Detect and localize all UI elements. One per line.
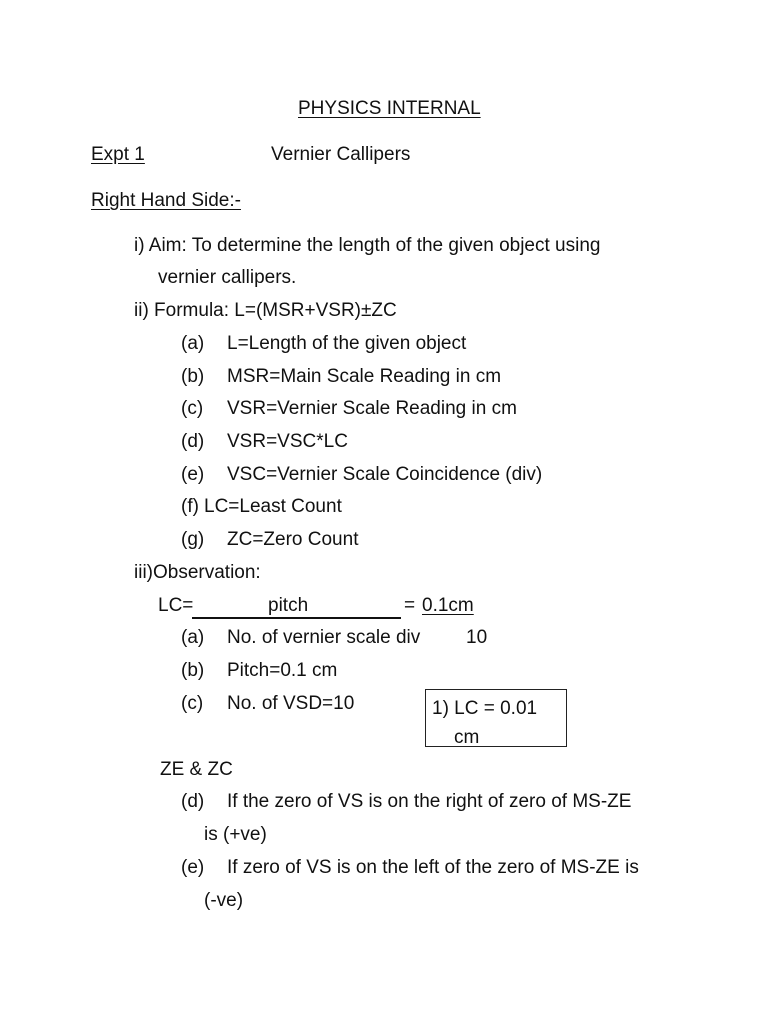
ze-item-line-2: is (+ve)	[204, 824, 267, 845]
ze-zc-heading: ZE & ZC	[160, 759, 233, 780]
expt-label: Expt 1	[91, 144, 145, 165]
expt-name: Vernier Callipers	[271, 144, 411, 165]
aim-line-1: i) Aim: To determine the length of the given object using	[134, 235, 601, 256]
formula-item: ZC=Zero Count	[227, 529, 359, 550]
ze-item-line-2: (-ve)	[204, 890, 244, 911]
formula-marker: (c)	[181, 398, 204, 419]
ze-item-line-1: If the zero of VS is on the right of zero of MS-ZE	[227, 791, 632, 812]
lc-fraction-underline	[192, 617, 401, 619]
observation-marker: (b)	[181, 660, 205, 681]
observation-marker: (c)	[181, 693, 204, 714]
formula-item: VSR=Vernier Scale Reading in cm	[227, 398, 517, 419]
formula-item: VSR=VSC*LC	[227, 431, 348, 452]
lc-value: 0.1cm	[422, 595, 474, 616]
observation-heading: iii)Observation:	[134, 562, 261, 583]
lc-prefix: LC=	[158, 595, 194, 616]
formula-marker: (d)	[181, 431, 205, 452]
lc-result-line-1: 1) LC = 0.01	[432, 698, 538, 719]
formula-item: L=Length of the given object	[227, 333, 467, 354]
formula-item: VSC=Vernier Scale Coincidence (div)	[227, 464, 543, 485]
ze-item-line-1: If zero of VS is on the left of the zero of MS-ZE is	[227, 857, 639, 878]
section-heading: Right Hand Side:-	[91, 190, 241, 211]
formula-marker: (f)	[181, 496, 199, 517]
observation-item: No. of vernier scale div	[227, 627, 421, 648]
observation-marker: (a)	[181, 627, 205, 648]
lc-result-line-2: cm	[454, 727, 480, 748]
aim-line-2: vernier callipers.	[158, 267, 297, 288]
formula-marker: (a)	[181, 333, 205, 354]
formula-marker: (g)	[181, 529, 205, 550]
ze-marker: (e)	[181, 857, 205, 878]
observation-item: Pitch=0.1 cm	[227, 660, 338, 681]
observation-value: 10	[466, 627, 488, 648]
ze-marker: (d)	[181, 791, 205, 812]
formula-marker: (e)	[181, 464, 205, 485]
lc-pitch: pitch	[268, 595, 309, 616]
formula-marker: (b)	[181, 366, 205, 387]
page-title: PHYSICS INTERNAL	[298, 98, 481, 119]
lc-result-box	[425, 689, 567, 747]
formula-heading: ii) Formula: L=(MSR+VSR)±ZC	[134, 300, 397, 321]
observation-item: No. of VSD=10	[227, 693, 355, 714]
lc-equals: =	[404, 595, 416, 616]
formula-item: LC=Least Count	[204, 496, 342, 517]
formula-item: MSR=Main Scale Reading in cm	[227, 366, 502, 387]
